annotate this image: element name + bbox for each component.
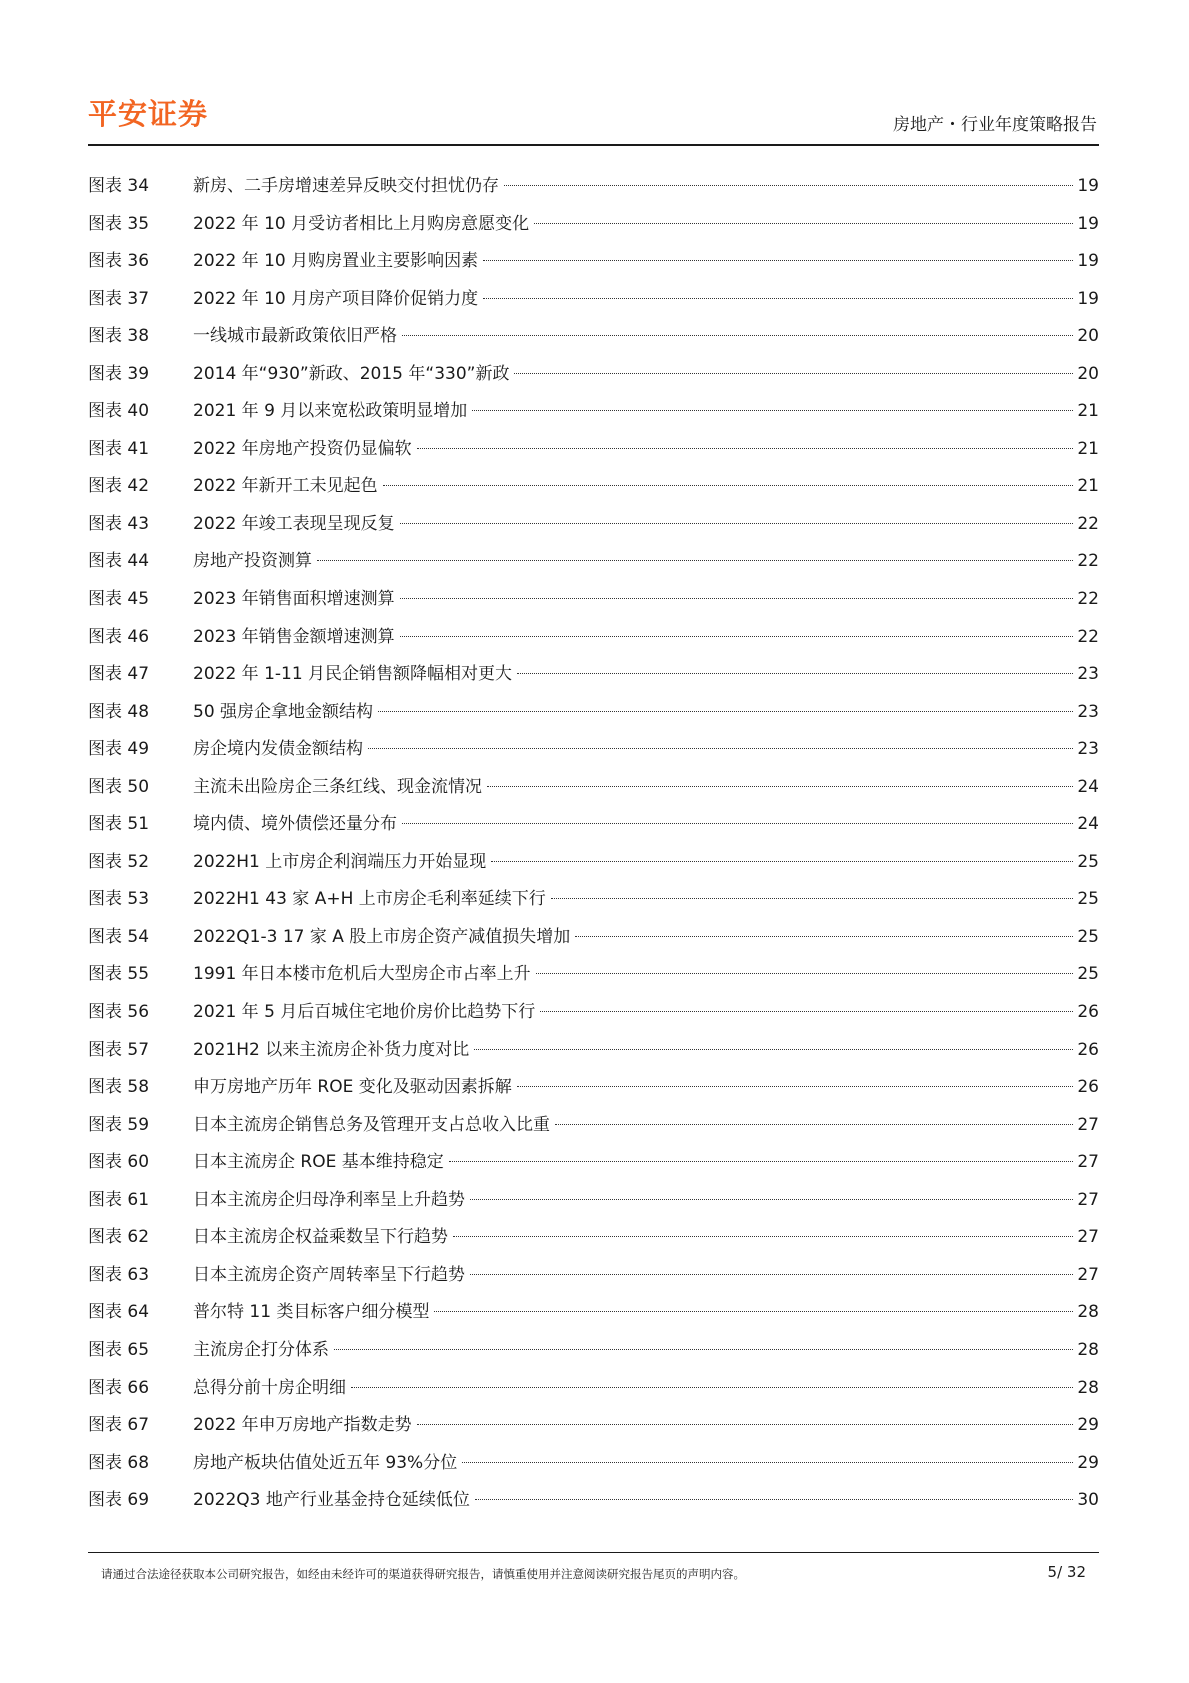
toc-entry-page[interactable]: 24	[1077, 814, 1099, 835]
toc-entry[interactable]	[88, 881, 1099, 919]
toc-entry-page[interactable]: 23	[1077, 664, 1099, 685]
toc-entry[interactable]	[88, 1257, 1099, 1295]
toc-entry[interactable]	[88, 1107, 1099, 1145]
toc-entry-label: 图表 34	[88, 176, 150, 196]
toc-entry-title[interactable]: 2022H1 上市房企利润端压力开始显现	[193, 851, 487, 872]
toc-entry-label: 图表 38	[88, 326, 150, 347]
toc-entry[interactable]	[88, 393, 1099, 431]
toc-entry[interactable]	[88, 844, 1099, 882]
toc-entry[interactable]	[88, 769, 1099, 807]
toc-entry-title[interactable]: 2021 年 9 月以来宽松政策明显增加	[193, 401, 468, 422]
toc-entry-title[interactable]: 2022 年 10 月房产项目降价促销力度	[193, 288, 479, 309]
toc-entry-label: 图表 59	[88, 1114, 150, 1135]
toc-dot-leader	[514, 373, 1073, 374]
toc-entry-label: 图表 57	[88, 1039, 150, 1060]
toc-entry-page[interactable]: 28	[1077, 1377, 1099, 1398]
toc-entry-page[interactable]: 27	[1077, 1114, 1099, 1135]
toc-entry-label: 图表 69	[88, 1490, 150, 1511]
toc-entry[interactable]	[88, 1482, 1099, 1520]
toc-entry-title[interactable]: 2022 年 10 月受访者相比上月购房意愿变化	[193, 213, 530, 234]
toc-entry-title[interactable]: 房地产板块估值处近五年 93%分位	[193, 1452, 458, 1473]
toc-dot-leader	[517, 1086, 1073, 1087]
toc-entry-title[interactable]: 日本主流房企资产周转率呈下行趋势	[193, 1264, 465, 1285]
toc-entry-label: 图表 41	[88, 438, 150, 459]
table-of-figures	[88, 168, 1099, 1520]
toc-entry-label: 图表 45	[88, 589, 150, 610]
report-type: 房地产・行业年度策略报告	[893, 115, 1097, 135]
toc-entry-label: 图表 66	[88, 1377, 150, 1398]
toc-entry-page[interactable]: 23	[1077, 701, 1099, 722]
toc-dot-leader	[402, 823, 1073, 824]
toc-entry[interactable]	[88, 806, 1099, 844]
toc-entry[interactable]	[88, 243, 1099, 281]
toc-entry-label: 图表 65	[88, 1339, 150, 1360]
toc-dot-leader	[551, 898, 1073, 899]
toc-entry-page[interactable]: 22	[1077, 626, 1099, 647]
toc-entry-page[interactable]: 19	[1077, 176, 1099, 196]
toc-dot-leader	[475, 1499, 1073, 1500]
toc-entry[interactable]	[88, 206, 1099, 244]
toc-entry-title[interactable]: 2022 年房地产投资仍显偏软	[193, 438, 412, 459]
toc-entry-page[interactable]: 20	[1077, 326, 1099, 347]
toc-entry-title[interactable]: 2022 年 1-11 月民企销售额降幅相对更大	[193, 664, 513, 685]
toc-entry-title[interactable]: 日本主流房企 ROE 基本维持稳定	[193, 1152, 444, 1173]
toc-entry-title[interactable]: 2021 年 5 月后百城住宅地价房价比趋势下行	[193, 1002, 536, 1023]
toc-entry-label: 图表 47	[88, 664, 150, 685]
toc-dot-leader	[483, 298, 1073, 299]
toc-entry-page[interactable]: 22	[1077, 513, 1099, 534]
toc-entry-title[interactable]: 新房、二手房增速差异反映交付担忧仍存	[193, 176, 499, 196]
toc-dot-leader	[470, 1199, 1073, 1200]
toc-entry[interactable]	[88, 506, 1099, 544]
toc-entry-page[interactable]: 26	[1077, 1077, 1099, 1098]
toc-entry-title[interactable]: 申万房地产历年 ROE 变化及驱动因素拆解	[193, 1077, 512, 1098]
toc-entry-label: 图表 54	[88, 926, 150, 947]
footer-divider	[88, 1552, 1099, 1553]
toc-entry-label: 图表 46	[88, 626, 150, 647]
toc-entry-page[interactable]: 25	[1077, 926, 1099, 947]
toc-entry-title[interactable]: 2022 年竣工表现呈现反复	[193, 513, 395, 534]
toc-entry-label: 图表 50	[88, 776, 150, 797]
toc-dot-leader	[417, 448, 1073, 449]
toc-entry-label: 图表 49	[88, 739, 150, 760]
toc-dot-leader	[317, 560, 1073, 561]
toc-entry-page[interactable]: 27	[1077, 1264, 1099, 1285]
toc-entry-label: 图表 67	[88, 1415, 150, 1436]
header-divider	[88, 144, 1099, 146]
toc-entry-page[interactable]: 20	[1077, 363, 1099, 384]
toc-entry[interactable]	[88, 1370, 1099, 1408]
toc-dot-leader	[400, 523, 1073, 524]
toc-dot-leader	[351, 1387, 1073, 1388]
toc-dot-leader	[470, 1274, 1073, 1275]
toc-entry-page[interactable]: 29	[1077, 1415, 1099, 1436]
toc-entry-label: 图表 55	[88, 964, 150, 985]
toc-entry-title[interactable]: 普尔特 11 类目标客户细分模型	[193, 1302, 430, 1323]
toc-entry[interactable]	[88, 1407, 1099, 1445]
toc-entry-page[interactable]: 19	[1077, 213, 1099, 234]
toc-dot-leader	[417, 1424, 1073, 1425]
toc-entry-label: 图表 42	[88, 476, 150, 497]
toc-entry-page[interactable]: 23	[1077, 739, 1099, 760]
toc-entry-page[interactable]: 21	[1077, 438, 1099, 459]
toc-entry-title[interactable]: 房地产投资测算	[193, 551, 312, 572]
toc-entry-label: 图表 68	[88, 1452, 150, 1473]
page-header	[88, 92, 1099, 146]
toc-entry-page[interactable]: 24	[1077, 776, 1099, 797]
toc-entry-title[interactable]: 境内债、境外债偿还量分布	[193, 814, 397, 835]
toc-entry[interactable]	[88, 168, 1099, 206]
toc-dot-leader	[402, 335, 1073, 336]
toc-entry-page[interactable]: 22	[1077, 589, 1099, 610]
toc-entry[interactable]	[88, 1069, 1099, 1107]
toc-dot-leader	[400, 598, 1073, 599]
toc-entry-label: 图表 40	[88, 401, 150, 422]
toc-entry-title[interactable]: 2023 年销售面积增速测算	[193, 589, 395, 610]
toc-dot-leader	[575, 936, 1073, 937]
footer-disclaimer: 请通过合法途径获取本公司研究报告，如经由未经许可的渠道获得研究报告，请慎重使用并注意阅读研究报告尾页的声明内容。	[101, 1567, 745, 1581]
toc-entry[interactable]	[88, 318, 1099, 356]
toc-entry-title[interactable]: 总得分前十房企明细	[193, 1377, 346, 1398]
toc-entry-title[interactable]: 2023 年销售金额增速测算	[193, 626, 395, 647]
toc-entry-page[interactable]: 27	[1077, 1227, 1099, 1248]
toc-entry-title[interactable]: 主流未出险房企三条红线、现金流情况	[193, 776, 482, 797]
toc-entry-label: 图表 52	[88, 851, 150, 872]
toc-entry[interactable]	[88, 731, 1099, 769]
toc-entry[interactable]	[88, 1219, 1099, 1257]
toc-entry[interactable]	[88, 694, 1099, 732]
toc-entry-page[interactable]: 30	[1077, 1490, 1099, 1511]
toc-entry-label: 图表 56	[88, 1002, 150, 1023]
toc-dot-leader	[555, 1124, 1073, 1125]
toc-dot-leader	[383, 485, 1073, 486]
toc-entry-label: 图表 48	[88, 701, 150, 722]
toc-entry-title[interactable]: 2022Q1-3 17 家 A 股上市房企资产减值损失增加	[193, 926, 571, 947]
toc-dot-leader	[536, 973, 1073, 974]
toc-entry-title[interactable]: 2022 年新开工未见起色	[193, 476, 378, 497]
toc-dot-leader	[487, 786, 1073, 787]
toc-dot-leader	[378, 711, 1073, 712]
toc-entry[interactable]	[88, 1032, 1099, 1070]
toc-entry-label: 图表 58	[88, 1077, 150, 1098]
toc-entry-label: 图表 63	[88, 1264, 150, 1285]
company-logo: 平安证券	[88, 97, 209, 131]
toc-entry[interactable]	[88, 581, 1099, 619]
toc-entry-title[interactable]: 一线城市最新政策依旧严格	[193, 326, 397, 347]
toc-entry-label: 图表 61	[88, 1189, 150, 1210]
toc-dot-leader	[334, 1349, 1073, 1350]
toc-entry[interactable]	[88, 1445, 1099, 1483]
toc-entry-page[interactable]: 29	[1077, 1452, 1099, 1473]
toc-entry-page[interactable]: 28	[1077, 1339, 1099, 1360]
toc-entry-title[interactable]: 2022H1 43 家 A+H 上市房企毛利率延续下行	[193, 889, 546, 910]
toc-entry-title[interactable]: 日本主流房企销售总务及管理开支占总收入比重	[193, 1114, 550, 1135]
toc-entry[interactable]	[88, 356, 1099, 394]
toc-entry-page[interactable]: 27	[1077, 1189, 1099, 1210]
toc-entry-label: 图表 36	[88, 251, 150, 272]
toc-entry-page[interactable]: 28	[1077, 1302, 1099, 1323]
toc-entry-page[interactable]: 25	[1077, 851, 1099, 872]
toc-entry[interactable]	[88, 1182, 1099, 1220]
toc-dot-leader	[483, 260, 1073, 261]
toc-dot-leader	[400, 636, 1073, 637]
toc-entry-page[interactable]: 25	[1077, 889, 1099, 910]
toc-entry-title[interactable]: 1991 年日本楼市危机后大型房企市占率上升	[193, 964, 531, 985]
toc-entry-page[interactable]: 26	[1077, 1002, 1099, 1023]
toc-entry-page[interactable]: 22	[1077, 551, 1099, 572]
toc-entry-label: 图表 44	[88, 551, 150, 572]
toc-entry-page[interactable]: 19	[1077, 251, 1099, 272]
toc-dot-leader	[491, 861, 1073, 862]
toc-dot-leader	[472, 410, 1073, 411]
toc-entry[interactable]	[88, 1332, 1099, 1370]
toc-entry-title[interactable]: 2022 年 10 月购房置业主要影响因素	[193, 251, 479, 272]
toc-entry-page[interactable]: 26	[1077, 1039, 1099, 1060]
toc-dot-leader	[449, 1161, 1073, 1162]
toc-entry-title[interactable]: 日本主流房企权益乘数呈下行趋势	[193, 1227, 448, 1248]
page-number: 5/ 32	[1047, 1563, 1086, 1581]
toc-dot-leader	[434, 1311, 1073, 1312]
toc-entry-label: 图表 39	[88, 363, 150, 384]
toc-entry-title[interactable]: 房企境内发债金额结构	[193, 739, 363, 760]
toc-entry[interactable]	[88, 543, 1099, 581]
toc-dot-leader	[534, 223, 1073, 224]
toc-dot-leader	[540, 1011, 1073, 1012]
toc-entry-title[interactable]: 2022Q3 地产行业基金持仓延续低位	[193, 1490, 470, 1511]
toc-entry-title[interactable]: 2014 年“930”新政、2015 年“330”新政	[193, 363, 510, 384]
toc-dot-leader	[474, 1049, 1073, 1050]
toc-entry-label: 图表 51	[88, 814, 150, 835]
toc-entry[interactable]	[88, 468, 1099, 506]
toc-entry-label: 图表 62	[88, 1227, 150, 1248]
toc-dot-leader	[462, 1462, 1073, 1463]
toc-entry[interactable]	[88, 431, 1099, 469]
toc-entry-title[interactable]: 50 强房企拿地金额结构	[193, 701, 374, 722]
toc-entry[interactable]	[88, 619, 1099, 657]
toc-entry-title[interactable]: 2022 年申万房地产指数走势	[193, 1415, 412, 1436]
toc-entry-page[interactable]: 25	[1077, 964, 1099, 985]
toc-entry[interactable]	[88, 281, 1099, 319]
toc-entry-label: 图表 37	[88, 288, 150, 309]
toc-entry[interactable]	[88, 1294, 1099, 1332]
toc-dot-leader	[504, 185, 1073, 186]
toc-entry-label: 图表 60	[88, 1152, 150, 1173]
toc-entry-page[interactable]: 21	[1077, 401, 1099, 422]
toc-dot-leader	[368, 748, 1073, 749]
toc-entry-title[interactable]: 日本主流房企归母净利率呈上升趋势	[193, 1189, 465, 1210]
toc-entry-title[interactable]: 2021H2 以来主流房企补货力度对比	[193, 1039, 470, 1060]
toc-entry[interactable]	[88, 1144, 1099, 1182]
toc-entry[interactable]	[88, 994, 1099, 1032]
toc-entry-label: 图表 53	[88, 889, 150, 910]
toc-entry-label: 图表 35	[88, 213, 150, 234]
toc-entry-page[interactable]: 19	[1077, 288, 1099, 309]
toc-entry-page[interactable]: 27	[1077, 1152, 1099, 1173]
toc-entry-label: 图表 43	[88, 513, 150, 534]
toc-dot-leader	[517, 673, 1073, 674]
toc-dot-leader	[453, 1236, 1073, 1237]
toc-entry-title[interactable]: 主流房企打分体系	[193, 1339, 329, 1360]
toc-entry-label: 图表 64	[88, 1302, 150, 1323]
toc-entry[interactable]	[88, 919, 1099, 957]
toc-entry[interactable]	[88, 956, 1099, 994]
toc-entry-page[interactable]: 21	[1077, 476, 1099, 497]
toc-entry[interactable]	[88, 656, 1099, 694]
